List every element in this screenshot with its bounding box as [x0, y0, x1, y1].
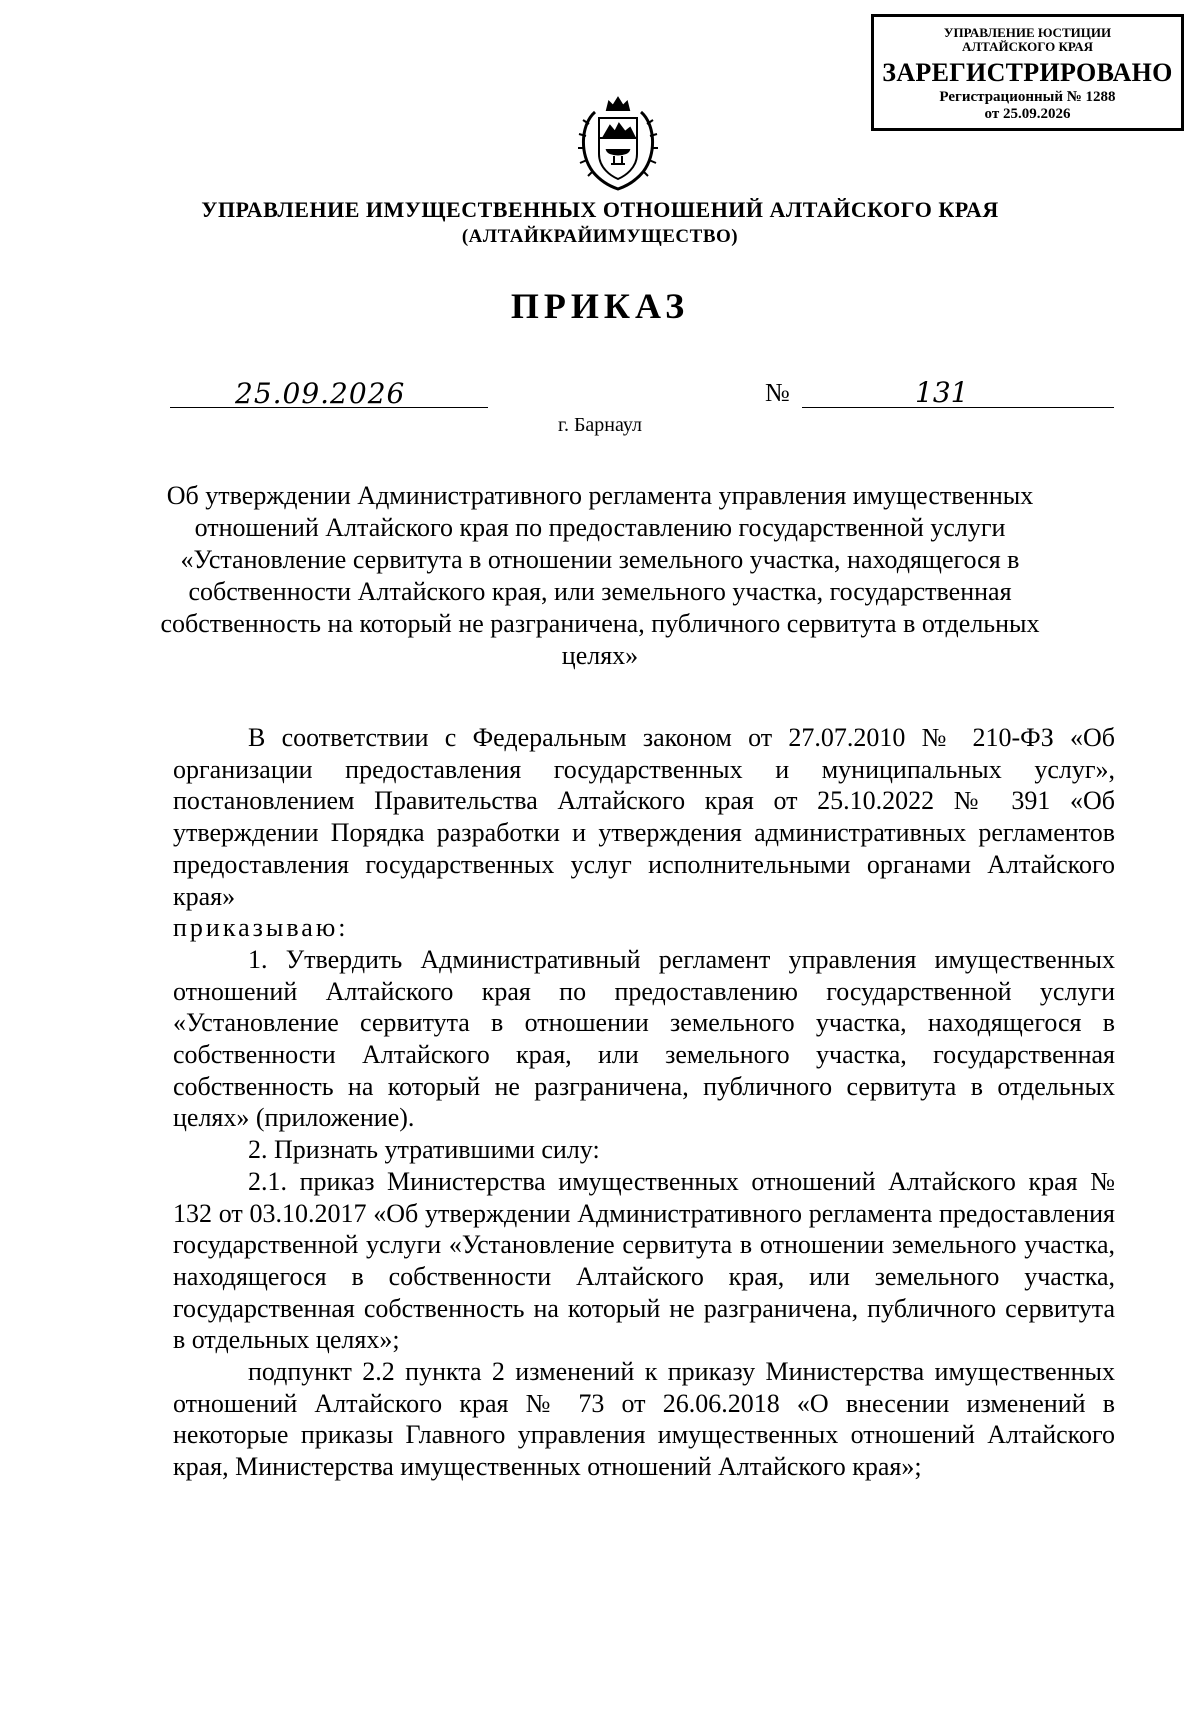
stamp-reg-date: от 25.09.2026: [984, 106, 1071, 122]
registration-stamp: [871, 14, 1184, 131]
number-underline: [802, 407, 1114, 408]
document-body: [173, 722, 1115, 1483]
organization-short-name: (АЛТАЙКРАЙИМУЩЕСТВО): [461, 226, 739, 247]
altai-krai-coat-of-arms-icon: [573, 84, 663, 194]
stamp-reg-number: Регистрационный № 1288: [939, 89, 1116, 105]
item-2-paragraph: 2. Признать утратившими силу:: [248, 1135, 600, 1165]
organization-name: УПРАВЛЕНИЕ ИМУЩЕСТВЕННЫХ ОТНОШЕНИЙ АЛТАЙСКОГО КРАЯ: [201, 197, 999, 222]
stamp-line-1: УПРАВЛЕНИЕ ЮСТИЦИИ: [943, 25, 1112, 40]
item-1-paragraph: 1. Утвердить Административный регламент управления имущественных отношений Алтайского края по предоставлению государственной услуги «Установление сервитута в отношении земельного участка, находящегося в собственности Алтайского края, или земельного участка, государственная собственность на который не разграничена, публичного сервитута в отдельных целях» (приложение).: [173, 944, 1115, 1133]
date-underline: [170, 407, 488, 408]
city: г. Барнаул: [558, 414, 642, 436]
preamble-paragraph: В соответствии с Федеральным законом от 27.07.2010 № 210-ФЗ «Об организации предоставления государственных и муниципальных услуг», постановлением Правительства Алтайского края от 25.10.2022 № 391 «Об утверждении Порядка разработки и утверждения административных регламентов предоставления государственных услуг исполнительными органами Алтайского края»: [173, 723, 1115, 911]
stamp-line-2: АЛТАЙСКОГО КРАЯ: [962, 39, 1093, 54]
handwritten-date: 25.09.2026: [235, 377, 406, 410]
document-type-title: ПРИКАЗ: [510, 286, 690, 326]
stamp-status: ЗАРЕГИСТРИРОВАНО: [882, 58, 1173, 87]
order-word: приказываю:: [173, 913, 349, 943]
item-2-subparagraph: подпункт 2.2 пункта 2 изменений к приказу Министерства имущественных отношений Алтайского края № 73 от 26.06.2018 «О внесении изменений в некоторые приказы Главного управления имущественных отношений Алтайского края, Министерства имущественных отношений Алтайского края»;: [173, 1357, 1115, 1482]
document-subject: Об утверждении Административного регламента управления имущественных отношений Алтайского края по предоставлению государственной услуги «Установление сервитута в отношении земельного участка, находящегося в собственности Алтайского края, или земельного участка, государственная собственность на который не разграничена, публичного сервитута в отдельных целях»: [160, 481, 1040, 670]
item-2-1-paragraph: 2.1. приказ Министерства имущественных отношений Алтайского края № 132 от 03.10.2017 «Об утверждении Административного регламента предоставления государственной услуги «Установление сервитута в отношении земельного участка, находящегося в собственности Алтайского края, или земельного участка, государственная собственность на который не разграничена, публичного сервитута в отдельных целях»;: [173, 1166, 1115, 1355]
handwritten-number: 131: [915, 376, 969, 409]
number-label: №: [765, 378, 790, 407]
